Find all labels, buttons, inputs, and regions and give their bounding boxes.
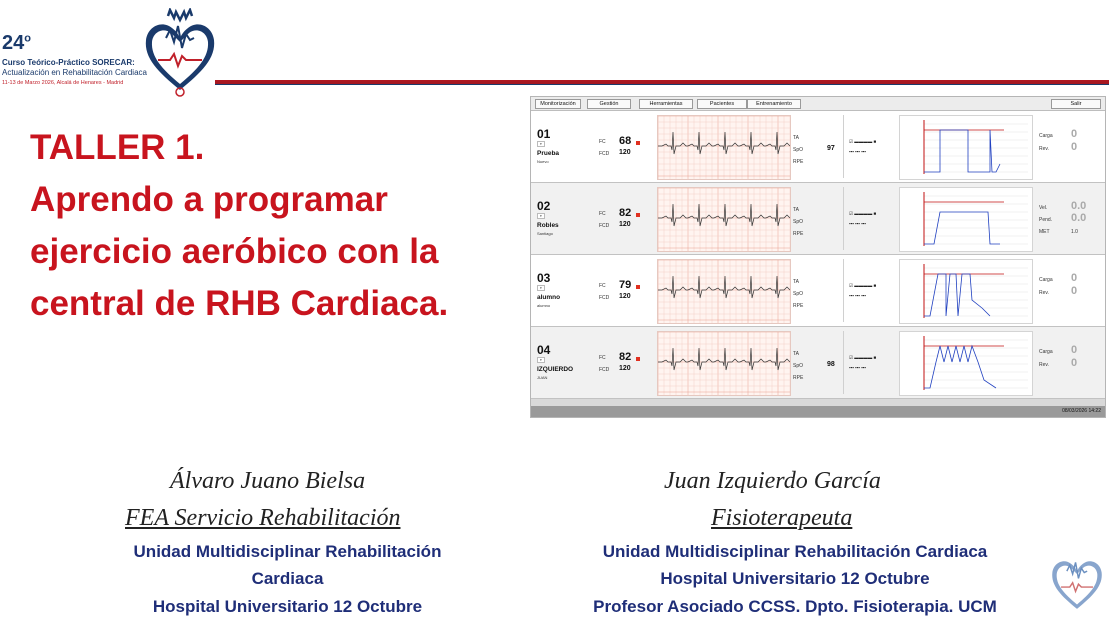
divider xyxy=(843,331,844,394)
patient-surname: Robles xyxy=(537,222,559,229)
trend-waveform xyxy=(900,260,1032,323)
patient-row[interactable] xyxy=(531,327,1105,399)
author-right-role: Fisioterapeuta xyxy=(711,505,853,531)
ecg-waveform xyxy=(658,188,790,251)
right-value-1: 0 xyxy=(1071,344,1078,356)
author-right-org-1: Unidad Multidisciplinar Rehabilitación Cardiaca xyxy=(602,542,988,561)
right-label-2: Rev. xyxy=(1039,362,1049,368)
patient-surname: Prueba xyxy=(537,150,560,157)
ecg-trace xyxy=(657,187,791,252)
program-checkbox[interactable]: ☑ ▬▬▬▬ ■ xyxy=(849,283,877,288)
right-label-1: Carga xyxy=(1039,133,1053,139)
patient-number: 02 xyxy=(537,199,551,213)
title-line-2: Aprendo a programar xyxy=(30,180,388,219)
patient-select[interactable]: ▾ xyxy=(537,213,545,219)
menu-entrenamiento[interactable]: Entrenamiento xyxy=(747,99,801,109)
fcd-value: 120 xyxy=(619,149,631,156)
menu-monitorizacion[interactable]: Monitorización xyxy=(535,99,581,109)
course-dates: 11-13 de Marzo 2026, Alcalá de Henares - Madrid xyxy=(2,80,124,86)
spo2-label: SpO xyxy=(793,363,804,369)
patient-number: 04 xyxy=(537,343,551,357)
author-left-role: FEA Servicio Rehabilitación xyxy=(125,505,401,531)
program-times: ▪▪▪ ▪▪▪ ▪▪▪ xyxy=(849,221,866,226)
fcd-label: FCD xyxy=(599,367,610,373)
course-subtitle: Actualización en Rehabilitación Cardiaca xyxy=(2,68,147,77)
right-value-2: 0 xyxy=(1071,357,1078,369)
fc-label: FC xyxy=(599,139,606,145)
right-value-3: 1.0 xyxy=(1071,229,1078,235)
spo2-label: SpO xyxy=(793,147,804,153)
program-times: ▪▪▪ ▪▪▪ ▪▪▪ xyxy=(849,149,866,154)
patient-name: alumno xyxy=(537,303,551,308)
right-label-1: Carga xyxy=(1039,349,1053,355)
spo2-label: SpO xyxy=(793,291,804,297)
author-left-org-1: Unidad Multidisciplinar Rehabilitación xyxy=(133,542,442,561)
fc-value: 68 xyxy=(619,135,632,147)
app-toolbar xyxy=(531,97,1105,111)
course-title: Curso Teórico-Práctico SORECAR: xyxy=(2,58,135,67)
patient-select[interactable]: ▾ xyxy=(537,141,545,147)
right-value-1: 0.0 xyxy=(1071,200,1087,212)
spo2-value: 98 xyxy=(827,361,835,368)
alarm-indicator xyxy=(636,285,640,289)
right-label-2: Rev. xyxy=(1039,290,1049,296)
author-right-name: Juan Izquierdo García xyxy=(664,468,881,494)
author-left-name: Álvaro Juano Bielsa xyxy=(170,468,366,494)
right-value-2: 0 xyxy=(1071,141,1078,153)
fcd-value: 120 xyxy=(619,221,631,228)
app-status-bar xyxy=(531,406,1105,417)
ecg-waveform xyxy=(658,260,790,323)
divider xyxy=(843,187,844,250)
fc-label: FC xyxy=(599,355,606,361)
trend-waveform xyxy=(900,188,1032,251)
rpe-label: RPE xyxy=(793,159,804,165)
right-label-3: MET xyxy=(1039,229,1050,235)
rpe-label: RPE xyxy=(793,231,804,237)
program-times: ▪▪▪ ▪▪▪ ▪▪▪ xyxy=(849,365,866,370)
right-label-2: Rev. xyxy=(1039,146,1049,152)
title-line-3: ejercicio aeróbico con la xyxy=(30,232,439,271)
patient-row[interactable] xyxy=(531,111,1105,183)
spo2-label: SpO xyxy=(793,219,804,225)
ecg-waveform xyxy=(658,116,790,179)
right-value-1: 0 xyxy=(1071,128,1078,140)
menu-herramientas[interactable]: Herramientas xyxy=(639,99,693,109)
fc-value: 82 xyxy=(619,351,632,363)
trend-chart xyxy=(899,331,1033,396)
right-label-2: Pend. xyxy=(1039,217,1053,223)
ecg-trace xyxy=(657,331,791,396)
header-divider-thin xyxy=(215,84,1109,85)
patient-row[interactable] xyxy=(531,183,1105,255)
trend-chart xyxy=(899,115,1033,180)
heart-logo-small-icon xyxy=(1048,548,1106,616)
alarm-indicator xyxy=(636,357,640,361)
trend-waveform xyxy=(900,116,1032,179)
alarm-indicator xyxy=(636,141,640,145)
ta-label: TA xyxy=(793,351,800,357)
menu-pacientes[interactable]: Pacientes xyxy=(697,99,747,109)
ta-label: TA xyxy=(793,279,800,285)
spo2-value: 97 xyxy=(827,145,835,152)
fc-value: 79 xyxy=(619,279,632,291)
patient-name: JUAN xyxy=(537,375,548,380)
salir-button[interactable]: Salir xyxy=(1051,99,1101,109)
trend-chart xyxy=(899,259,1033,324)
right-label-1: Vel. xyxy=(1039,205,1048,211)
rpe-label: RPE xyxy=(793,303,804,309)
fcd-label: FCD xyxy=(599,295,610,301)
author-left-org-3: Hospital Universitario 12 Octubre xyxy=(152,597,423,616)
divider xyxy=(843,259,844,322)
trend-waveform xyxy=(900,332,1032,395)
patient-surname: IZQUIERDO xyxy=(537,366,574,373)
fcd-label: FCD xyxy=(599,151,610,157)
alarm-indicator xyxy=(636,213,640,217)
author-right-org-2: Hospital Universitario 12 Octubre xyxy=(660,569,930,588)
right-value-2: 0 xyxy=(1071,285,1078,297)
right-value-1: 0 xyxy=(1071,272,1078,284)
ta-label: TA xyxy=(793,207,800,213)
monitoring-app-window xyxy=(530,96,1106,418)
title-line-4: central de RHB Cardiaca. xyxy=(30,284,449,323)
slide-title xyxy=(30,122,530,330)
fc-label: FC xyxy=(599,211,606,217)
patient-row[interactable] xyxy=(531,255,1105,327)
heart-logo-icon xyxy=(140,8,220,98)
patient-surname: alumno xyxy=(537,294,561,301)
right-value-2: 0.0 xyxy=(1071,212,1087,224)
rpe-label: RPE xyxy=(793,375,804,381)
patient-name: Nuevo xyxy=(537,159,549,164)
patient-select[interactable]: ▾ xyxy=(537,357,545,363)
patient-select[interactable]: ▾ xyxy=(537,285,545,291)
fcd-label: FCD xyxy=(599,223,610,229)
trend-chart xyxy=(899,187,1033,252)
program-checkbox[interactable]: ☑ ▬▬▬▬ ■ xyxy=(849,139,877,144)
program-times: ▪▪▪ ▪▪▪ ▪▪▪ xyxy=(849,293,866,298)
title-line-1: TALLER 1. xyxy=(30,128,205,167)
patient-number: 03 xyxy=(537,271,551,285)
menu-gestion[interactable]: Gestión xyxy=(587,99,631,109)
fc-value: 82 xyxy=(619,207,632,219)
program-checkbox[interactable]: ☑ ▬▬▬▬ ■ xyxy=(849,355,877,360)
patient-name: Santiago xyxy=(537,231,553,236)
author-left-org-2: Cardiaca xyxy=(251,569,324,588)
ecg-trace xyxy=(657,115,791,180)
edition-number: 24$^o$ xyxy=(2,32,31,54)
ecg-trace xyxy=(657,259,791,324)
fcd-value: 120 xyxy=(619,365,631,372)
right-label-1: Carga xyxy=(1039,277,1053,283)
author-right-org-3: Profesor Asociado CCSS. Dpto. Fisioterapia. UCM xyxy=(593,597,997,616)
fc-label: FC xyxy=(599,283,606,289)
ecg-waveform xyxy=(658,332,790,395)
program-checkbox[interactable]: ☑ ▬▬▬▬ ■ xyxy=(849,211,877,216)
divider xyxy=(843,115,844,178)
status-time: 08/03/2026 14:22 xyxy=(1062,408,1101,414)
ta-label: TA xyxy=(793,135,800,141)
fcd-value: 120 xyxy=(619,293,631,300)
patient-number: 01 xyxy=(537,127,551,141)
